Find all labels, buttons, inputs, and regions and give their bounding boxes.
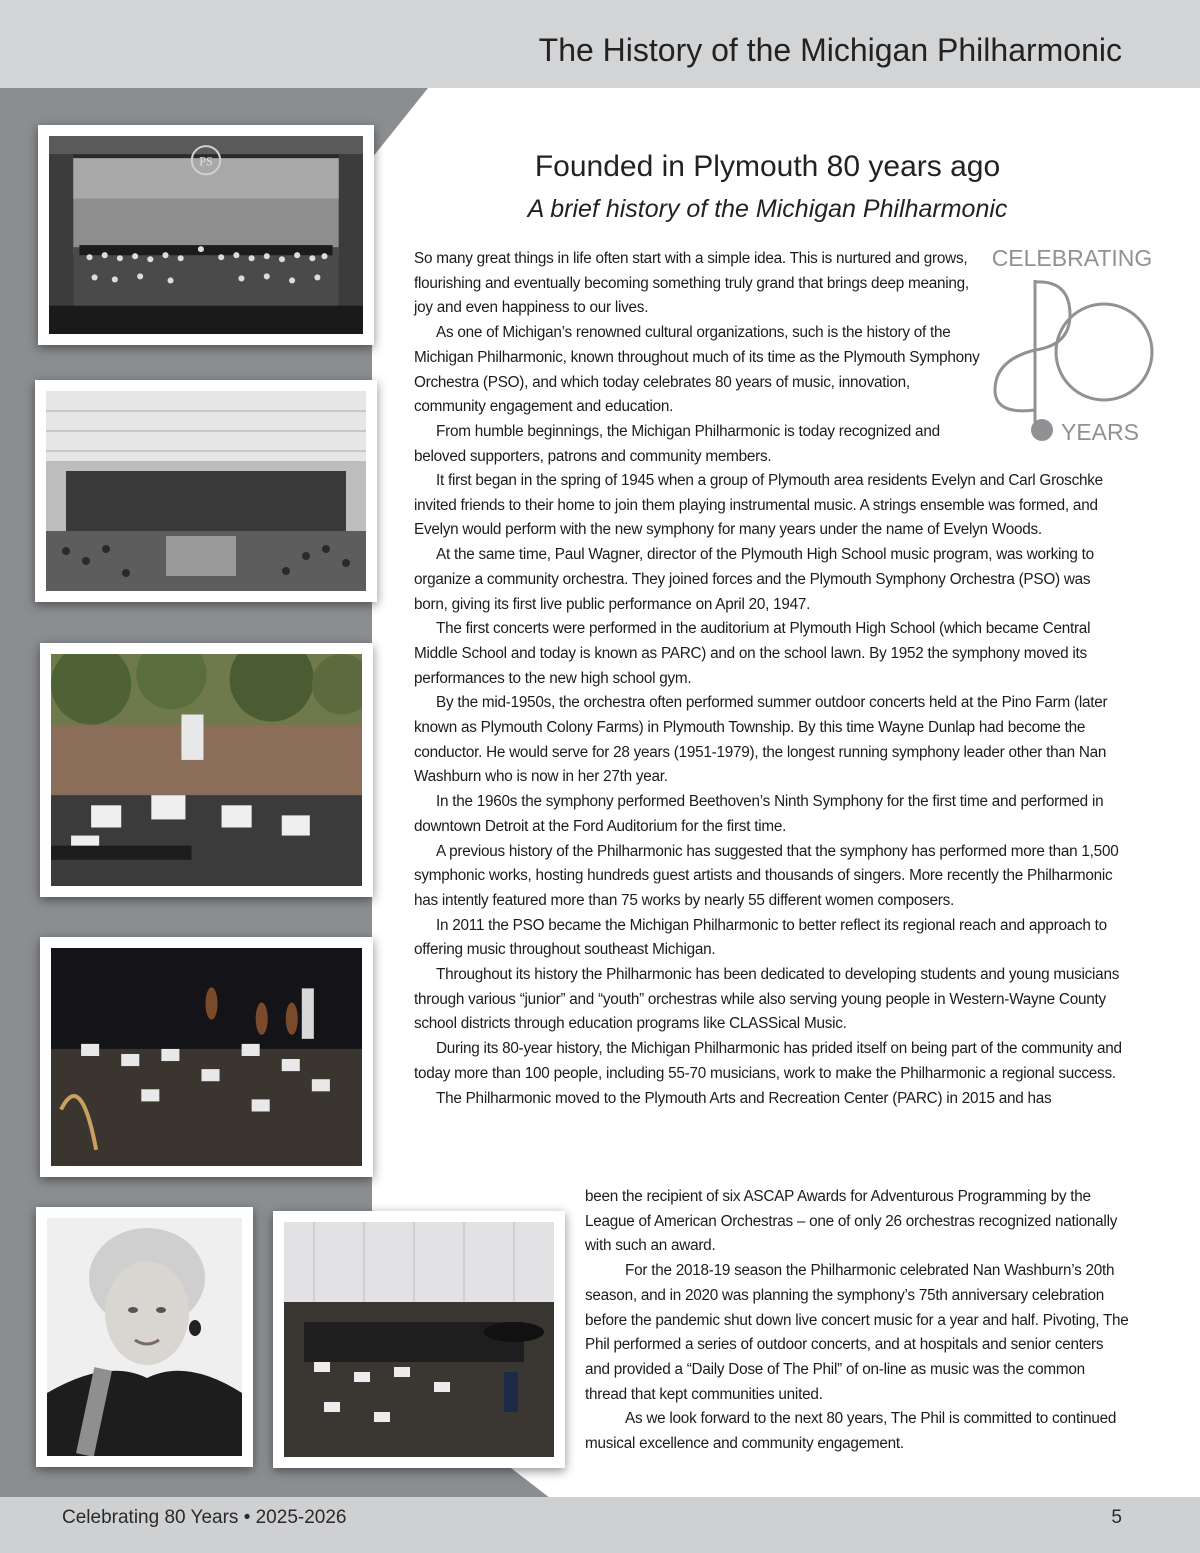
badge-top-text: CELEBRATING — [991, 245, 1153, 271]
paragraph: At the same time, Paul Wagner, director of the Plymouth High School music program, was working to organize a community orchestra. They joined forces and the Plymouth Symphony Orchestra (PSO) was born, giving its first live public performance on April 20, 1947. — [414, 546, 1094, 613]
photo-1940s-stage-orchestra — [38, 125, 374, 345]
paragraph: So many great things in life often start with a simple idea. This is nurtured and grows, flourishing and eventually becoming something truly grand that brings deep meaning, joy and even happiness to our lives. — [414, 250, 969, 317]
photo-outdoor-concert — [40, 643, 373, 897]
paragraph: Throughout its history the Philharmonic has been dedicated to developing students and young musicians through various “junior” and “youth” orchestras while also serving young people in Western-Wayne County school districts through education programs like CLASSical Music. — [414, 966, 1120, 1033]
paragraph: been the recipient of six ASCAP Awards for Adventurous Programming by the League of American Orchestras – one of only 26 orchestras recognized nationally with such an award. — [585, 1188, 1118, 1255]
paragraph: As we look forward to the next 80 years, The Phil is committed to continued musical excellence and community engagement. — [585, 1410, 1117, 1453]
page-number: 5 — [1111, 1507, 1122, 1528]
paragraph: For the 2018-19 season the Philharmonic celebrated Nan Washburn’s 20th season, and in 2020 was planning the symphony’s 75th anniversary celebration before the pandemic shut down live concert music for a year and half. Pivoting, The Phil performed a series of outdoor concerts, and at hospitals and senior centers and provided a “Daily Dose of The Phil” of on-line as music was the common thread that kept communities united. — [585, 1262, 1129, 1403]
article-body-intro — [414, 247, 984, 469]
photo-conductor-portrait — [36, 1207, 253, 1467]
photo-orchestra-dark-stage — [40, 937, 373, 1177]
article-body-closing — [585, 1185, 1130, 1457]
paragraph: During its 80-year history, the Michigan Philharmonic has prided itself on being part of the community and today more than 100 people, including 55-70 musicians, work to make the Philharmonic a regional success. — [414, 1040, 1122, 1082]
stage-logo-text: PS — [199, 154, 213, 169]
article-body-main — [414, 469, 1126, 1111]
paragraph: It first began in the spring of 1945 when a group of Plymouth area residents Evelyn and Carl Groschke invited friends to their home to join them playing instrumental music. A strings ensemble was formed, and Evelyn would perform with the new symphony for many years under the name of Evelyn Woods. — [414, 472, 1103, 539]
paragraph: From humble beginnings, the Michigan Philharmonic is today recognized and beloved supporters, patrons and community members. — [414, 422, 940, 465]
paragraph: The first concerts were performed in the auditorium at Plymouth High School (which became Central Middle School and today is known as PARC) and on the school lawn. By 1952 the symphony moved its performances to the new high school gym. — [414, 620, 1091, 687]
article-subtitle: A brief history of the Michigan Philharmonic — [527, 195, 1008, 223]
photo-gym-concert — [35, 380, 377, 602]
paragraph: The Philharmonic moved to the Plymouth Arts and Recreation Center (PARC) in 2015 and has — [436, 1089, 1052, 1107]
paragraph: By the mid-1950s, the orchestra often performed summer outdoor concerts held at the Pino Farm (later known as Plymouth Colony Farms) in Plymouth Township. By this time Wayne Dunlap had become the conductor. He would serve for 28 years (1951-1979), the longest running symphony leader other than Nan Washburn who is now in her 27th year. — [414, 694, 1108, 786]
paragraph: As one of Michigan’s renowned cultural organizations, such is the history of the Michigan Philharmonic, known throughout much of its time as the Plymouth Symphony Orchestra (PSO), and which today celebrates 80 years of music, innovation, community engagement and education. — [414, 324, 980, 416]
celebrating-80-years-badge — [990, 240, 1155, 450]
paragraph: In 2011 the PSO became the Michigan Philharmonic to better reflect its regional reach and approach to offering music throughout southeast Michigan. — [414, 916, 1107, 959]
footer-publication-label: Celebrating 80 Years • 2025-2026 — [62, 1507, 347, 1528]
article-title: Founded in Plymouth 80 years ago — [534, 150, 1001, 183]
badge-bottom-text: YEARS — [1061, 419, 1139, 445]
photo-orchestra-modern-stage — [273, 1211, 565, 1468]
paragraph: In the 1960s the symphony performed Beethoven’s Ninth Symphony for the first time and performed in downtown Detroit at the Ford Auditorium for the first time. — [414, 793, 1104, 835]
page-header-title: The History of the Michigan Philharmonic — [538, 32, 1122, 68]
paragraph: A previous history of the Philharmonic has suggested that the symphony has performed more than 1,500 symphonic works, hosting hundreds guest artists and thousands of singers. More recently the Philharmonic has intently featured more than 75 works by nearly 55 different women composers. — [414, 842, 1119, 909]
